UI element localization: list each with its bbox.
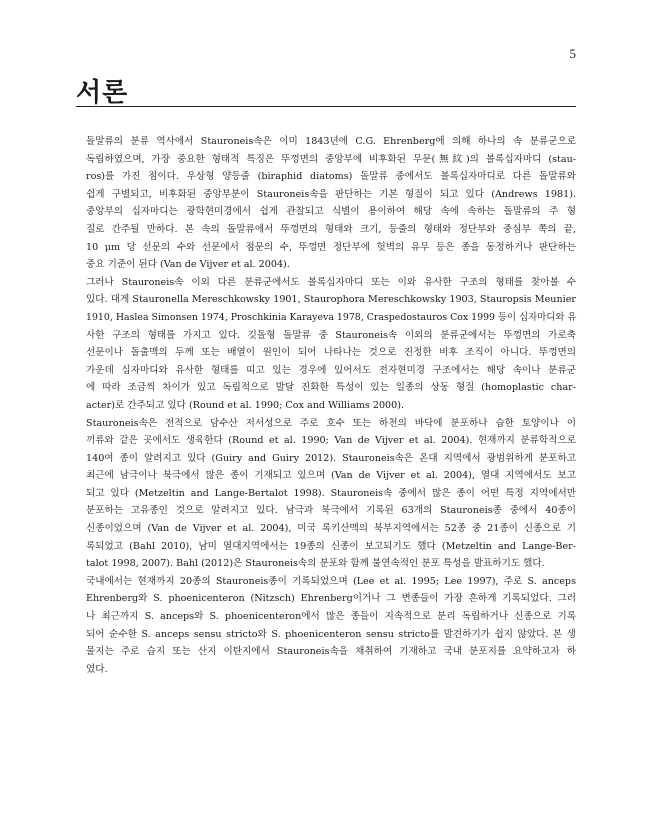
text-line: 끼류와 같은 곳에서도 생육한다 (Round et al. 1990; Van de Vijver et al. 2004). 현재까지 분류학적으로 bbox=[86, 435, 576, 447]
text-line: 선문이나 돌출맥의 두께 또는 배열이 원인이 되어 나타나는 것으로 진정한 비후 조직이 아니다. 뚜껑면의 bbox=[86, 347, 576, 359]
text-line: Ehrenberg와 S. phoenicenteron (Nitzsch) Ehrenberg이거나 그 변종들이 가장 흔하게 기록되었다. 그러 bbox=[86, 593, 576, 605]
text-line: 그러나 Stauroneis속 이외 다른 분류군에서도 볼록십자마디 또는 이와 유사한 구조의 형태를 찾아볼 수 bbox=[86, 276, 576, 288]
text-line: 였다. bbox=[86, 663, 108, 675]
title-rule bbox=[76, 106, 576, 107]
page-number: 5 bbox=[569, 46, 576, 61]
text-line: 1910, Haslea Simonsen 1974, Proschkinia Karayeva 1978, Craspedostauros Cox 1999 등이 십자마디와 유 bbox=[86, 311, 577, 323]
paragraph bbox=[76, 274, 576, 415]
text-line: talot 1998, 2007). Bahl (2012)은 Stauroneis속의 분포와 함께 불연속적인 분포 특성을 발표하기도 했다. bbox=[86, 558, 545, 570]
body-text bbox=[76, 133, 576, 678]
text-line: 있다. 대게 Stauronella Mereschkowsky 1901, Staurophora Mereschkowsky 1903, Stauropsis Meunier bbox=[86, 294, 576, 306]
text-line: ros)를 가진 점이다. 우상형 양등줄 (biraphid diatoms) 돌말류 중에서도 볼록십자마디로 다른 돌말류와 bbox=[86, 171, 576, 183]
text-line: 최근에 남극이나 북극에서 많은 종이 기재되고 있으며 (Van de Vijver et al. 2004), 열대 지역에서도 보고 bbox=[86, 470, 576, 482]
text-line: 록되었고 (Bahl 2010), 남미 열대지역에서는 19종의 신종이 보고되기도 했다 (Metzeltin and Lange-Ber- bbox=[86, 540, 576, 552]
text-line: 되고 있다 (Metzeltin and Lange-Bertalot 1998). Stauroneis속 중에서 많은 종이 어떤 특정 지역에서만 bbox=[86, 487, 576, 499]
text-line: 국내에서는 현재까지 20종의 Stauroneis종이 기록되었으며 (Lee et al. 1995; Lee 1997), 주로 S. anceps bbox=[86, 575, 576, 587]
text-line: 독립하였으며, 가장 중요한 형태적 특징은 뚜껑면의 중앙부에 비후화된 무문(無紋)의 볼록십자마디 (stau- bbox=[86, 153, 576, 165]
section-title: 서론 bbox=[76, 78, 129, 108]
text-line: 에 따라 조금씩 차이가 있고 독립적으로 발달 진화한 특성이 있는 일종의 상동 형질 (homoplastic char- bbox=[86, 382, 576, 394]
text-line: 분포하는 고유종인 것으로 알려지고 있다. 남극과 북극에서 기록된 63개의 Stauroneis종 중에서 40종이 bbox=[86, 505, 576, 517]
text-line: 되어 순수한 S. anceps sensu stricto와 S. phoenicenteron sensu stricto를 발견하기가 쉽지 않았다. 본 생 bbox=[86, 628, 576, 640]
text-line: 140여 종이 알려지고 있다 (Guiry and Guiry 2012). Stauroneis속은 온대 지역에서 광범위하게 분포하고 bbox=[86, 452, 576, 464]
text-line: acter)로 간주되고 있다 (Round et al. 1990; Cox and Williams 2000). bbox=[86, 399, 405, 411]
paragraph bbox=[76, 573, 576, 679]
text-line: 10 μm 당 선문의 수와 선문에서 점문의 수, 뚜껑면 정단부에 헛벽의 유무 등은 종을 동정하거나 판단하는 bbox=[86, 241, 576, 253]
text-line: 신종이었으며 (Van de Vijver et al. 2004), 미국 록키산맥의 북부지역에서는 52종 중 21종이 신종으로 기 bbox=[86, 523, 576, 535]
text-line: 질로 간주될 만하다. 본 속의 돌말류에서 뚜껑면의 형태와 크기, 등줄의 형태와 정단부와 중심부 쪽의 끝, bbox=[86, 223, 576, 235]
text-line: 돌말류의 분류 역사에서 Stauroneis속은 이미 1843년에 C.G. Ehrenberg에 의해 하나의 속 분류군으로 bbox=[86, 136, 576, 147]
text-line: Stauroneis속은 전적으로 담수산 저서성으로 주로 호수 또는 하천의 바닥에 분포하나 습한 토양이나 이 bbox=[86, 417, 576, 429]
text-line: 가운데 십자마디와 유사한 형태를 띠고 있는 경우에 있어서도 전자현미경 구조에서는 해당 속이나 분류군 bbox=[86, 364, 576, 376]
text-line: 나 최근까지 S. anceps와 S. phoenicenteron에서 많은 종들이 지속적으로 분리 독립하거나 신종으로 기록 bbox=[86, 611, 576, 623]
paragraph bbox=[76, 133, 576, 274]
text-line: 쉽게 구별되고, 비후화된 중앙부분이 Stauroneis속을 판단하는 기본 형질이 되고 있다 (Andrews 1981). bbox=[86, 188, 576, 200]
paragraph bbox=[76, 415, 576, 573]
text-line: 중요 기준이 된다 (Van de Vijver et al. 2004). bbox=[86, 259, 290, 271]
text-line: 사한 구조의 형태를 가지고 있다. 깃돌형 돌말류 중 Stauroneis속 이외의 분류군에서는 뚜껑면의 가로축 bbox=[86, 329, 576, 341]
text-line: 중앙부의 십자마디는 광학현미경에서 쉽게 관찰되고 식별이 용이하여 해당 속에 속하는 돌말류의 주 형 bbox=[86, 206, 576, 218]
text-line: 물지는 주로 습지 또는 산지 이탄지에서 Stauroneis속을 채취하여 기재하고 국내 분포지를 요약하고자 하 bbox=[86, 646, 576, 658]
